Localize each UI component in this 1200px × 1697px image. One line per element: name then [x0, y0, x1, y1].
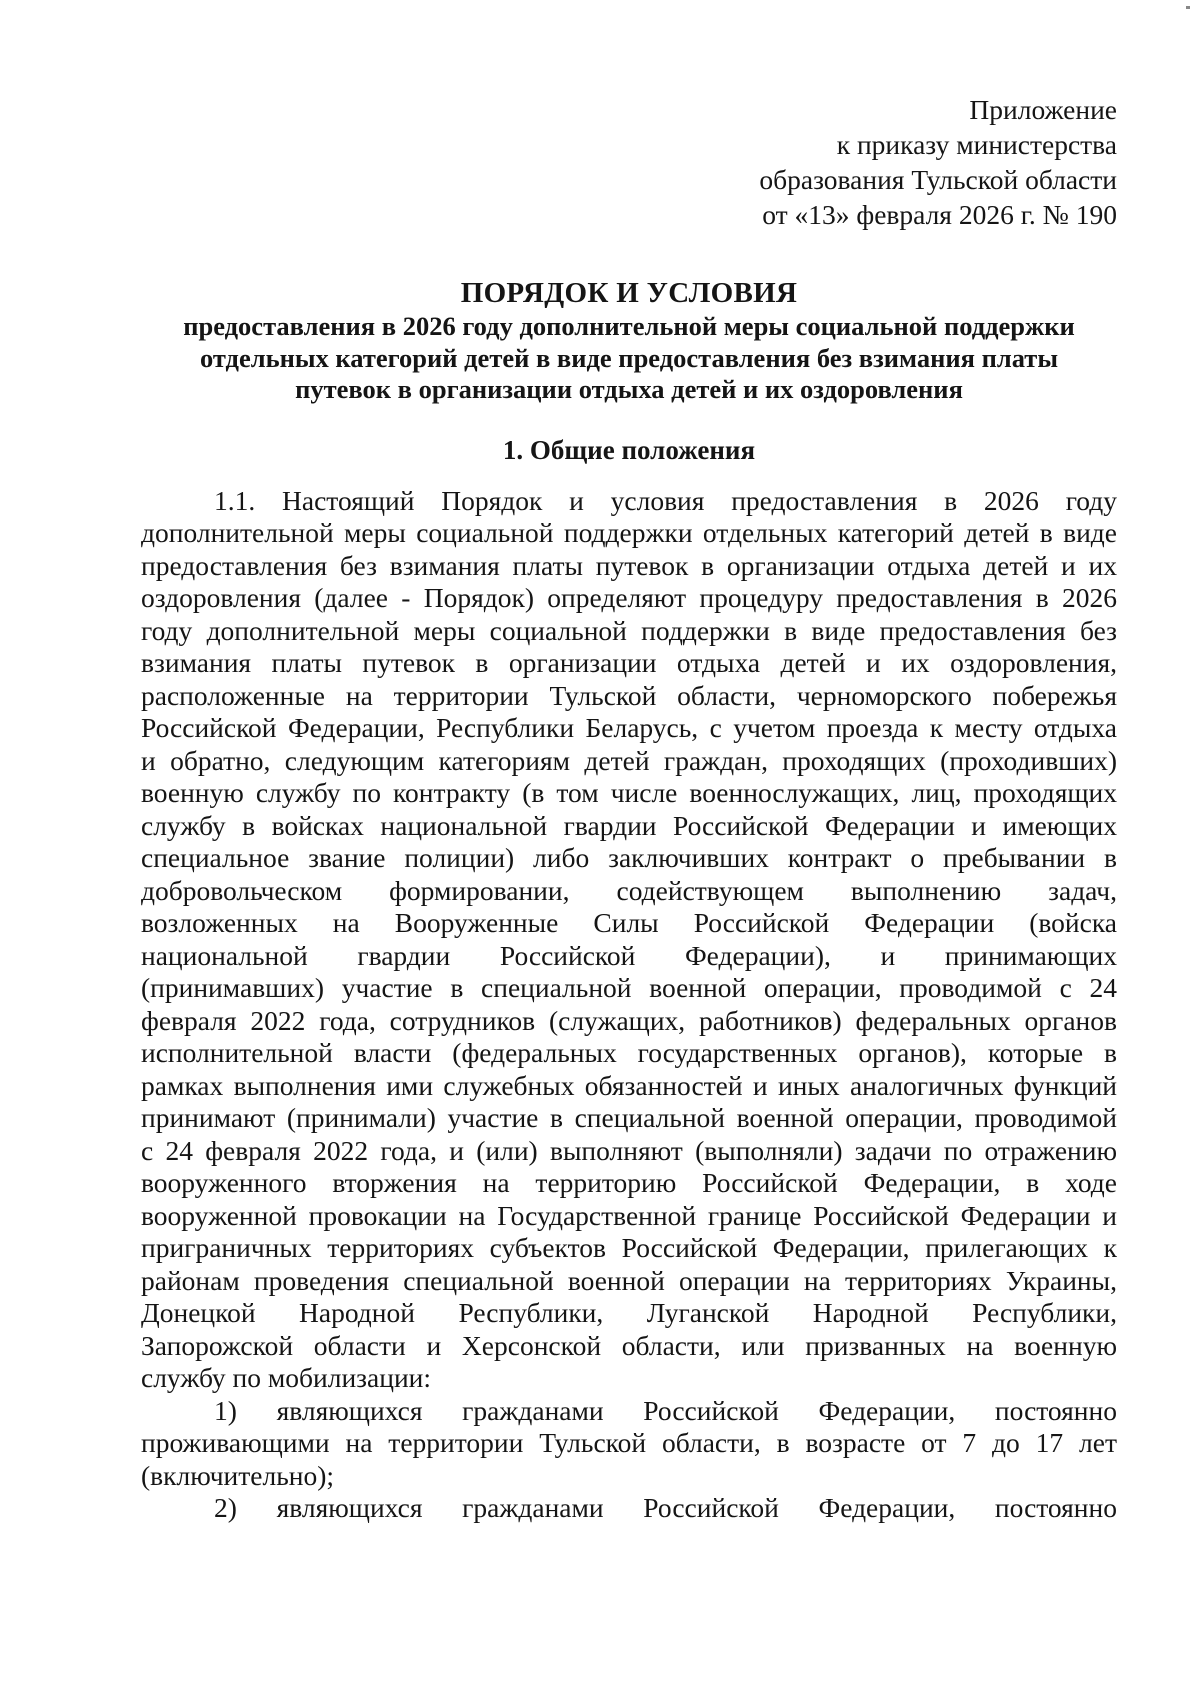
- paragraph-line: национальной гвардии Российской Федерации), и принимающих: [141, 939, 1117, 971]
- title-main: ПОРЯДОК И УСЛОВИЯ: [460, 277, 798, 309]
- document-title: [141, 275, 1117, 406]
- section-body: [141, 485, 1117, 1525]
- paragraph-line: возложенных на Вооруженные Силы Российской Федерации (войска: [141, 907, 1117, 938]
- paragraph-line: принимают (принимали) участие в специальной военной операции, проводимой: [141, 1102, 1117, 1133]
- annex-header: [141, 92, 1117, 232]
- paragraph-line: взимания платы путевок в организации отдыха детей и их оздоровления,: [141, 647, 1117, 678]
- paragraph-line: рамках выполнения ими служебных обязанностей и иных аналогичных функций: [141, 1069, 1117, 1101]
- title-sub-line: отдельных категорий детей в виде предоставления без взимания платы: [199, 342, 1059, 373]
- paragraph-line: 1.1. Настоящий Порядок и условия предоставления в 2026 году: [214, 484, 1117, 516]
- paragraph-line: добровольческом формировании, содействующем выполнению задач,: [141, 874, 1117, 906]
- paragraph-line: оздоровления (далее - Порядок) определяют процедуру предоставления в 2026: [141, 582, 1117, 613]
- paragraph-line: предоставления без взимания платы путевок в организации отдыха детей и их: [141, 549, 1117, 581]
- annex-line: к приказу министерства: [836, 129, 1117, 160]
- paragraph-line: дополнительной меры социальной поддержки отдельных категорий детей в виде: [141, 517, 1117, 548]
- section-heading: 1. Общие положения: [502, 434, 756, 465]
- paragraph-line: службу в войсках национальной гвардии Российской Федерации и имеющих: [141, 809, 1117, 841]
- scan-artifact-mark: [1186, 6, 1190, 9]
- paragraph-line: февраля 2022 года, сотрудников (служащих, работников) федеральных органов: [141, 1004, 1117, 1036]
- title-sub-line: путевок в организации отдыха детей и их оздоровления: [295, 374, 963, 404]
- annex-line: образования Тульской области: [759, 164, 1117, 195]
- paragraph-line: Российской Федерации, Республики Беларусь, с учетом проезда к месту отдыха: [141, 712, 1117, 743]
- paragraph-line: (принимавших) участие в специальной военной операции, проводимой с 24: [141, 972, 1117, 1003]
- paragraph-line: расположенные на территории Тульской области, черноморского побережья: [141, 679, 1117, 711]
- annex-line: от «13» февраля 2026 г. № 190: [762, 199, 1117, 230]
- paragraph-line: исполнительной власти (федеральных государственных органов), которые в: [141, 1037, 1117, 1068]
- paragraph-line: вооруженной провокации на Государственной границе Российской Федерации и: [141, 1199, 1117, 1231]
- paragraph-line: году дополнительной меры социальной поддержки в виде предоставления без: [141, 614, 1117, 646]
- paragraph-line: с 24 февраля 2022 года, и (или) выполняют (выполняли) задачи по отражению: [141, 1134, 1117, 1166]
- paragraph-line: Запорожской области и Херсонской области, или призванных на военную: [141, 1329, 1117, 1361]
- title-sub-line: предоставления в 2026 году дополнительной меры социальной поддержки: [183, 311, 1075, 341]
- paragraph-line: Донецкой Народной Республики, Луганской Народной Республики,: [141, 1297, 1117, 1328]
- paragraph-line: приграничных территориях субъектов Российской Федерации, прилегающих к: [141, 1232, 1117, 1263]
- title-subtitle: [141, 311, 1117, 406]
- paragraph-line: службу по мобилизации:: [141, 1362, 432, 1393]
- list-item-line: проживающими на территории Тульской области, в возрасте от 7 до 17 лет: [141, 1427, 1117, 1458]
- list-item-line: 2) являющихся гражданами Российской Федерации, постоянно: [214, 1492, 1117, 1523]
- annex-line: Приложение: [969, 94, 1117, 125]
- paragraph-line: военную службу по контракту (в том числе военнослужащих, лиц, проходящих: [141, 777, 1117, 808]
- list-item-line: (включительно);: [141, 1459, 335, 1491]
- paragraph-line: вооруженного вторжения на территорию Российской Федерации, в ходе: [141, 1167, 1117, 1198]
- document-body: [141, 92, 1117, 1525]
- paragraph-line: районам проведения специальной военной операции на территориях Украины,: [141, 1264, 1117, 1296]
- paragraph-line: и обратно, следующим категориям детей граждан, проходящих (проходивших): [141, 744, 1117, 776]
- paragraph-line: специальное звание полиции) либо заключивших контракт о пребывании в: [141, 842, 1117, 873]
- list-item-line: 1) являющихся гражданами Российской Федерации, постоянно: [214, 1394, 1117, 1426]
